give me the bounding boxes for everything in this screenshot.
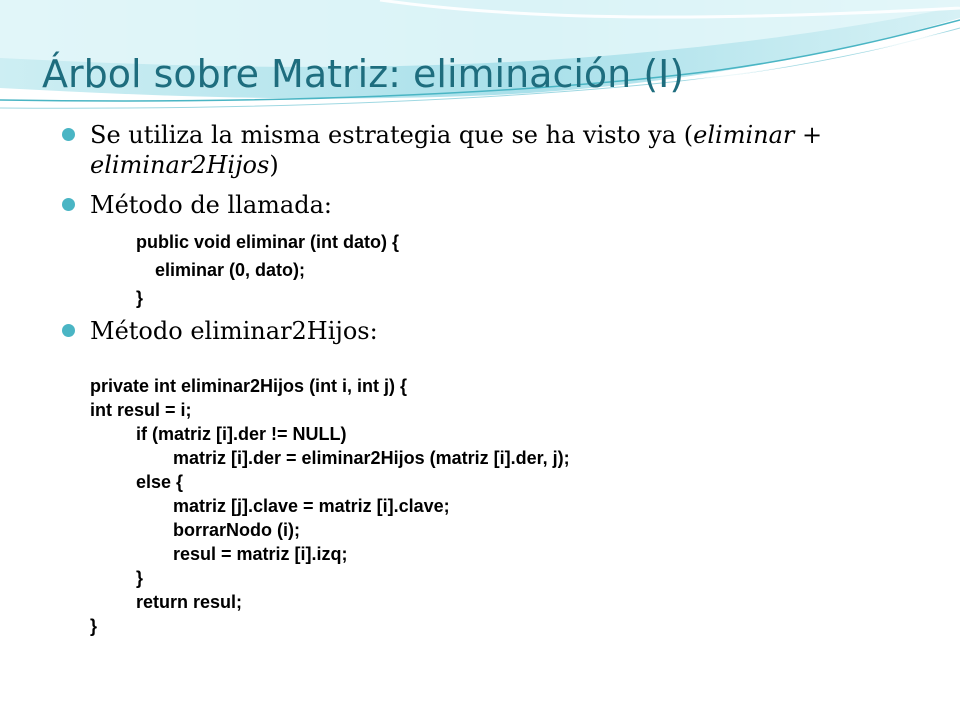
bullet-dot-icon bbox=[62, 198, 75, 211]
slide-title: Árbol sobre Matriz: eliminación (I) bbox=[42, 52, 685, 96]
bullet-dot-icon bbox=[62, 324, 75, 337]
code-line: public void eliminar (int dato) { bbox=[136, 232, 400, 252]
bullet-italic-eliminar2hijos: eliminar2Hijos bbox=[90, 151, 270, 179]
bullet-call-method bbox=[90, 190, 910, 220]
bullet-text: Método eliminar2Hijos: bbox=[90, 317, 378, 345]
code-line: eliminar (0, dato); bbox=[155, 260, 306, 280]
code-line: } bbox=[136, 288, 144, 308]
code-line: matriz [i].der = eliminar2Hijos (matriz [i].der, j); bbox=[173, 448, 570, 468]
code-line: private int eliminar2Hijos (int i, int j) { bbox=[90, 376, 408, 396]
code-line: else { bbox=[136, 472, 184, 492]
bullet-text: + bbox=[794, 121, 823, 149]
code-line: } bbox=[90, 616, 98, 636]
code-line: return resul; bbox=[136, 592, 243, 612]
bullet-dot-icon bbox=[62, 128, 75, 141]
code-line: } bbox=[136, 568, 144, 588]
bullet-text: Se utiliza la misma estrategia que se ha visto ya ( bbox=[90, 121, 694, 149]
bullet-eliminar2hijos-method bbox=[90, 316, 910, 346]
bullet-text: ) bbox=[269, 151, 279, 179]
code-line: int resul = i; bbox=[90, 400, 192, 420]
code-line: resul = matriz [i].izq; bbox=[173, 544, 348, 564]
bullet-strategy bbox=[90, 120, 910, 180]
bullet-italic-eliminar: eliminar bbox=[693, 121, 795, 149]
code-line: matriz [j].clave = matriz [i].clave; bbox=[173, 496, 450, 516]
bullet-text: Método de llamada: bbox=[90, 191, 332, 219]
code-line: if (matriz [i].der != NULL) bbox=[136, 424, 347, 444]
code-line: borrarNodo (i); bbox=[173, 520, 300, 540]
